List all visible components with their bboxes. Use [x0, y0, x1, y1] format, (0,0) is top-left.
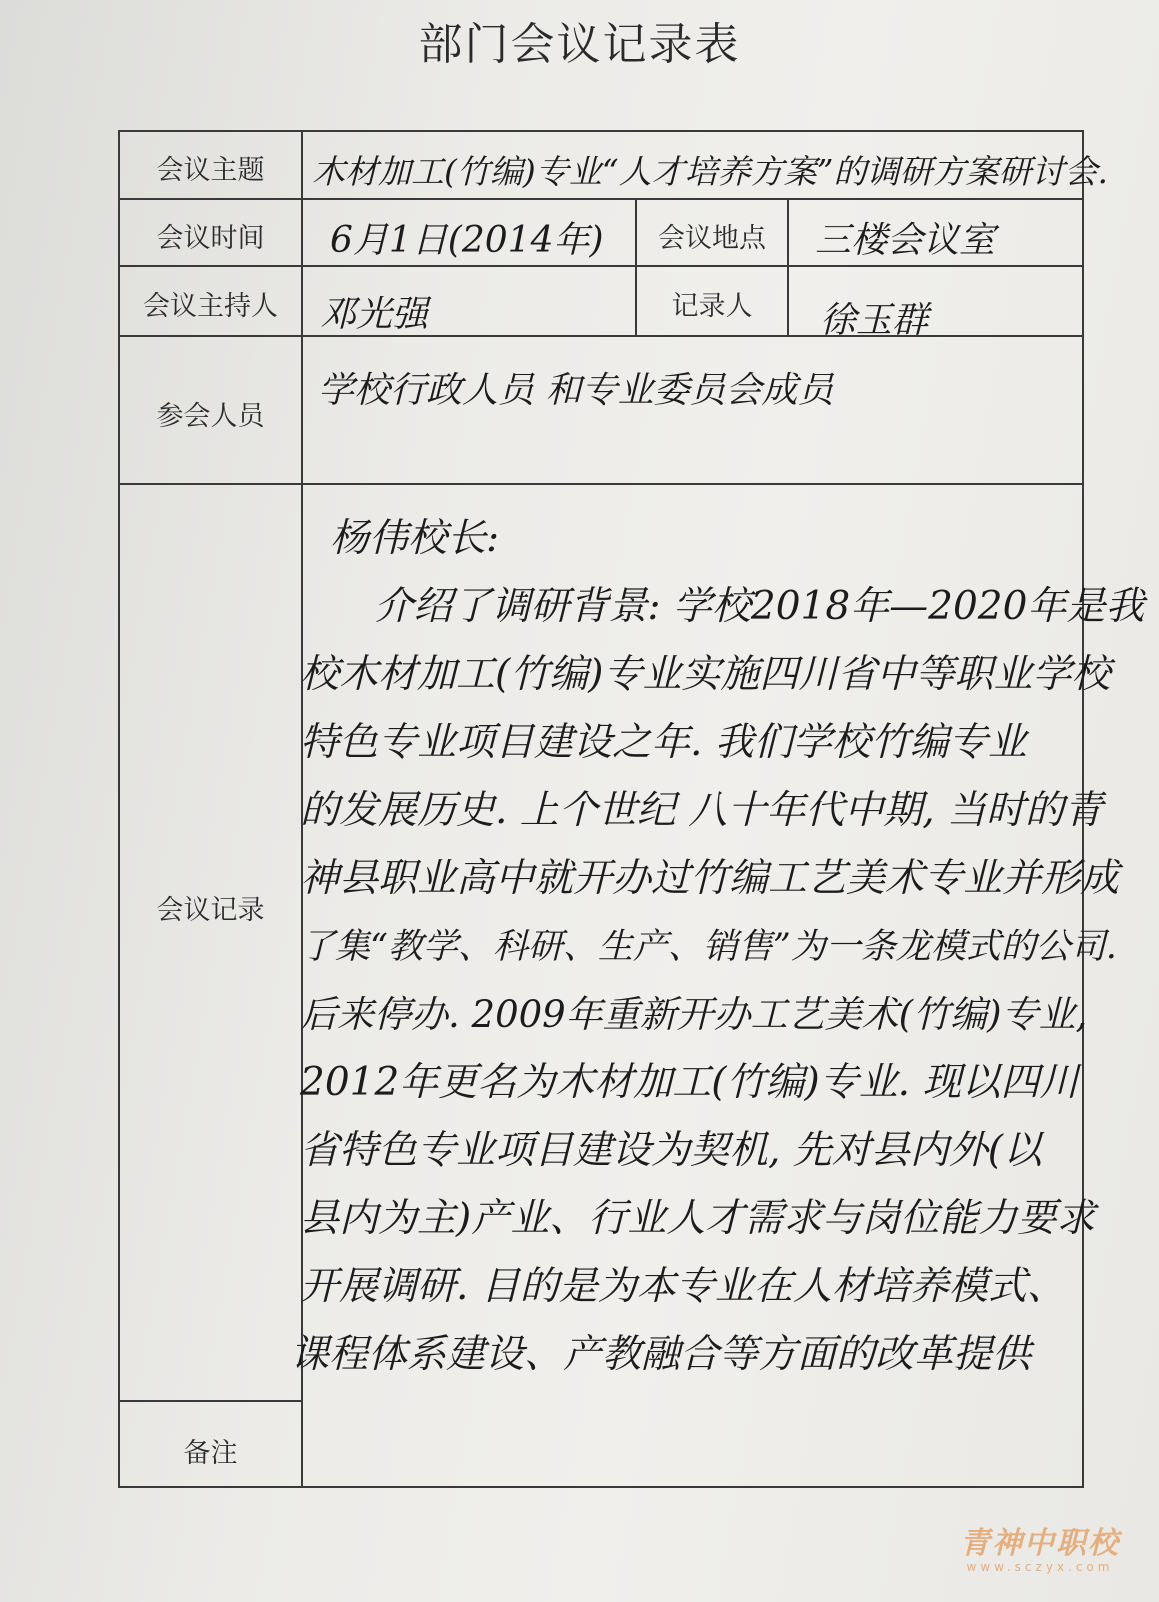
record-line: 后来停办. 2009年重新开办工艺美术(竹编)专业, [300, 993, 1088, 1036]
time-label: 会议时间 [156, 223, 265, 254]
record-line: 县内为主)产业、行业人才需求与岗位能力要求 [300, 1196, 1096, 1241]
watermark-logo-text: 青神中职校 [960, 1526, 1120, 1561]
notes-label: 备注 [183, 1438, 238, 1469]
record-line: 杨伟校长: [330, 516, 500, 561]
column-divider [787, 198, 789, 335]
record-line: 课程体系建设、产教融合等方面的改革提供 [290, 1332, 1032, 1377]
record-line: 神县职业高中就开办过竹编工艺美术专业并形成 [300, 856, 1120, 901]
row-divider [118, 335, 1084, 337]
recorder-label: 记录人 [671, 291, 753, 322]
location-value: 三楼会议室 [815, 220, 996, 261]
record-line: 开展调研. 目的是为本专业在人材培养模式、 [300, 1264, 1066, 1309]
record-line: 的发展历史. 上个世纪 八十年代中期, 当时的青 [300, 788, 1103, 833]
record-line: 介绍了调研背景: 学校2018年—2020年是我 [300, 584, 1145, 629]
topic-value: 木材加工(竹编)专业“人才培养方案”的调研方案研讨会. [312, 152, 1108, 191]
row-divider [118, 265, 1084, 267]
record-line: 校木材加工(竹编)专业实施四川省中等职业学校 [300, 652, 1111, 697]
watermark-url: www.sczyx.com [966, 1560, 1114, 1574]
record-line: 省特色专业项目建设为契机, 先对县内外(以 [300, 1128, 1043, 1173]
host-value: 邓光强 [320, 294, 429, 335]
row-divider [118, 1400, 303, 1402]
record-label: 会议记录 [156, 895, 265, 926]
row-divider [118, 198, 1084, 200]
time-value: 6月1日(2014年) [330, 220, 604, 261]
record-line: 特色专业项目建设之年. 我们学校竹编专业 [300, 720, 1027, 765]
host-label: 会议主持人 [143, 291, 278, 322]
row-divider [118, 483, 1084, 485]
record-line: 2012年更名为木材加工(竹编)专业. 现以四川 [300, 1060, 1079, 1105]
attendees-label: 参会人员 [156, 401, 265, 432]
record-line: 了集“教学、科研、生产、销售”为一条龙模式的公司. [300, 927, 1117, 967]
form-title: 部门会议记录表 [418, 19, 741, 70]
location-label: 会议地点 [658, 223, 766, 254]
recorder-value: 徐玉群 [820, 300, 929, 341]
attendees-value: 学校行政人员 和专业委员会成员 [318, 370, 834, 411]
meeting-record-text [290, 505, 1145, 1389]
topic-label: 会议主题 [156, 155, 265, 186]
site-watermark [930, 1518, 1150, 1574]
